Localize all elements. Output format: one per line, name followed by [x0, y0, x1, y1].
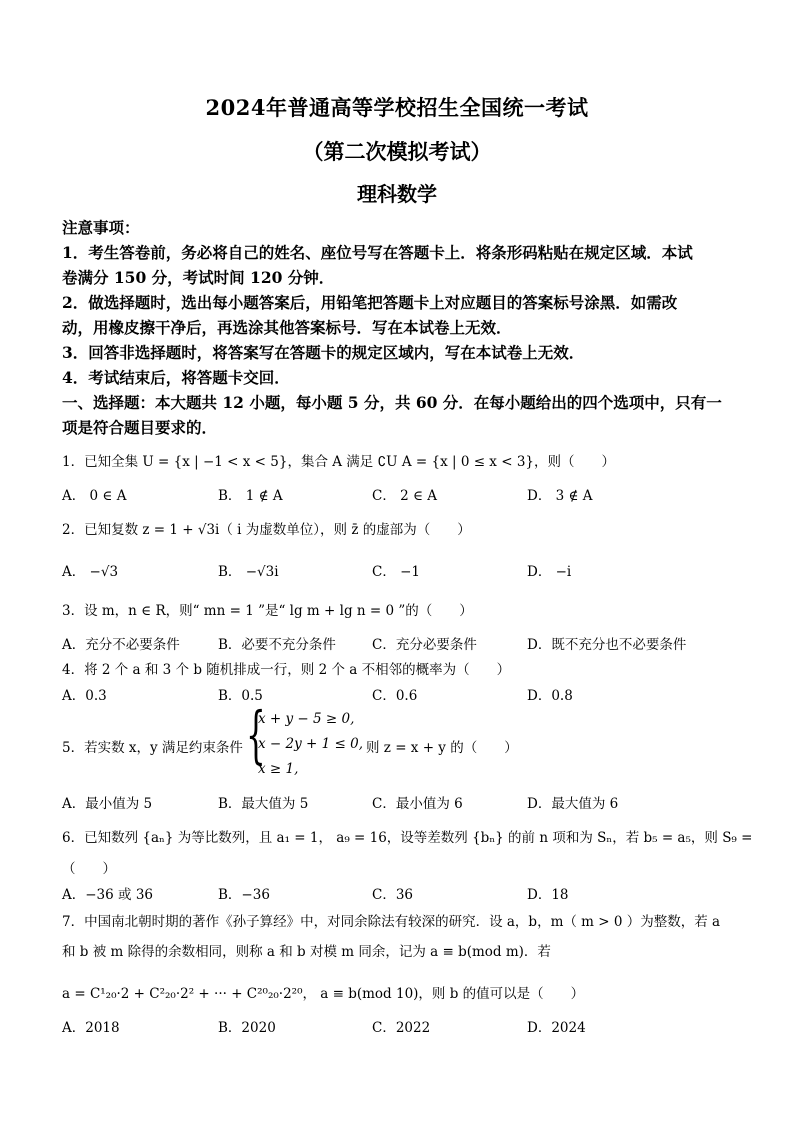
- question-7-option-a: A．2018: [62, 1020, 120, 1036]
- section-1-line-1: 一、选择题：本大题共 12 小题，每小题 5 分，共 60 分．在每小题给出的四个选项中，只有一: [62, 393, 722, 412]
- question-2-stem: 2．已知复数 z = 1 + √3i（ i 为虚数单位），则 z̄ 的虚部为（ ）: [62, 522, 471, 538]
- question-4-option-c: C．0.6: [372, 688, 418, 704]
- question-7-option-c: C．2022: [372, 1020, 431, 1036]
- question-1-option-b: B． 1 ∉ A: [218, 488, 283, 504]
- section-1-line-2: 项是符合题目要求的．: [62, 418, 218, 437]
- question-2-option-b: B． −√3i: [218, 564, 279, 580]
- notes-heading: 注意事项：: [62, 218, 140, 237]
- question-1-option-c: C． 2 ∈ A: [372, 488, 438, 504]
- note-1-line-2: 卷满分 150 分，考试时间 120 分钟．: [62, 268, 335, 287]
- question-7-line-1: 7．中国南北朝时期的著作《孙子算经》中，对同余除法有较深的研究．设 a，b，m（ m > 0 ）为整数，若 a: [62, 914, 721, 930]
- question-4-option-b: B．0.5: [218, 688, 263, 704]
- question-4-option-d: D．0.8: [527, 688, 573, 704]
- question-3-option-b: B．必要不充分条件: [218, 637, 336, 653]
- question-3-option-a: A．充分不必要条件: [62, 637, 180, 653]
- question-3-option-c: C．充分必要条件: [372, 637, 477, 653]
- question-6-option-b: B．−36: [218, 887, 270, 903]
- question-1-option-a: A． 0 ∈ A: [62, 488, 127, 504]
- note-2-line-1: 2．做选择题时，选出每小题答案后，用铅笔把答题卡上对应题目的答案标号涂黑．如需改: [62, 293, 678, 312]
- question-6-option-d: D．18: [527, 887, 569, 903]
- question-7-option-d: D．2024: [527, 1020, 586, 1036]
- question-6-stem: 6．已知数列 {aₙ} 为等比数列，且 a₁ = 1， a₉ = 16，设等差数列 {bₙ} 的前 n 项和为 Sₙ，若 b₅ = a₅，则 S₉ =: [62, 830, 753, 846]
- question-4-option-a: A．0.3: [62, 688, 107, 704]
- constraint-1: x + y − 5 ≥ 0,: [258, 711, 355, 727]
- question-2-option-d: D． −i: [527, 564, 572, 580]
- question-2-option-a: A． −√3: [62, 564, 119, 580]
- exam-title: 2024年普通高等学校招生全国统一考试: [205, 95, 589, 120]
- note-4: 4．考试结束后，将答题卡交回．: [62, 368, 290, 387]
- question-1-option-d: D． 3 ∉ A: [527, 488, 593, 504]
- question-5-option-d: D．最大值为 6: [527, 796, 619, 812]
- question-1-stem: 1．已知全集 U = {x | −1 < x < 5}，集合 A 满足 ∁U A = {x | 0 ≤ x < 3}，则（ ）: [62, 454, 615, 470]
- question-5-lead: 5．若实数 x，y 满足约束条件: [62, 740, 243, 756]
- exam-subtitle: （第二次模拟考试）: [302, 139, 492, 164]
- question-3-stem: 3．设 m，n ∈ R，则“ mn = 1 ”是“ lg m + lg n = 0 ”的（ ）: [62, 603, 473, 619]
- question-5-option-b: B．最大值为 5: [218, 796, 309, 812]
- question-5-option-a: A．最小值为 5: [62, 796, 153, 812]
- question-4-stem: 4．将 2 个 a 和 3 个 b 随机排成一行，则 2 个 a 不相邻的概率为（ ）: [62, 662, 511, 678]
- question-2-option-c: C． −1: [372, 564, 421, 580]
- question-6-paren: （ ）: [62, 861, 116, 877]
- question-6-option-a: A．−36 或 36: [62, 887, 153, 903]
- question-7-line-2: 和 b 被 m 除得的余数相同，则称 a 和 b 对模 m 同余，记为 a ≡ b(mod m)．若: [62, 944, 551, 960]
- note-3: 3．回答非选择题时，将答案写在答题卡的规定区域内，写在本试卷上无效．: [62, 343, 585, 362]
- constraint-3: x ≥ 1,: [258, 761, 299, 777]
- exam-subject: 理科数学: [357, 182, 437, 206]
- note-1-line-1: 1．考生答卷前，务必将自己的姓名、座位号写在答题卡上．将条形码粘贴在规定区域．本试: [62, 243, 693, 262]
- question-5-option-c: C．最小值为 6: [372, 796, 463, 812]
- question-3-option-d: D．既不充分也不必要条件: [527, 637, 687, 653]
- question-7-line-3: a = C¹₂₀·2 + C²₂₀·2² + ··· + C²⁰₂₀·2²⁰， a ≡ b(mod 10)，则 b 的值可以是（ ）: [62, 986, 585, 1002]
- note-2-line-2: 动，用橡皮擦干净后，再选涂其他答案标号．写在本试卷上无效．: [62, 318, 512, 337]
- constraint-2: x − 2y + 1 ≤ 0,: [258, 736, 363, 752]
- question-5-tail: 则 z = x + y 的（ ）: [366, 740, 518, 756]
- question-7-option-b: B．2020: [218, 1020, 276, 1036]
- constraint-brace: {: [246, 698, 266, 771]
- question-6-option-c: C．36: [372, 887, 414, 903]
